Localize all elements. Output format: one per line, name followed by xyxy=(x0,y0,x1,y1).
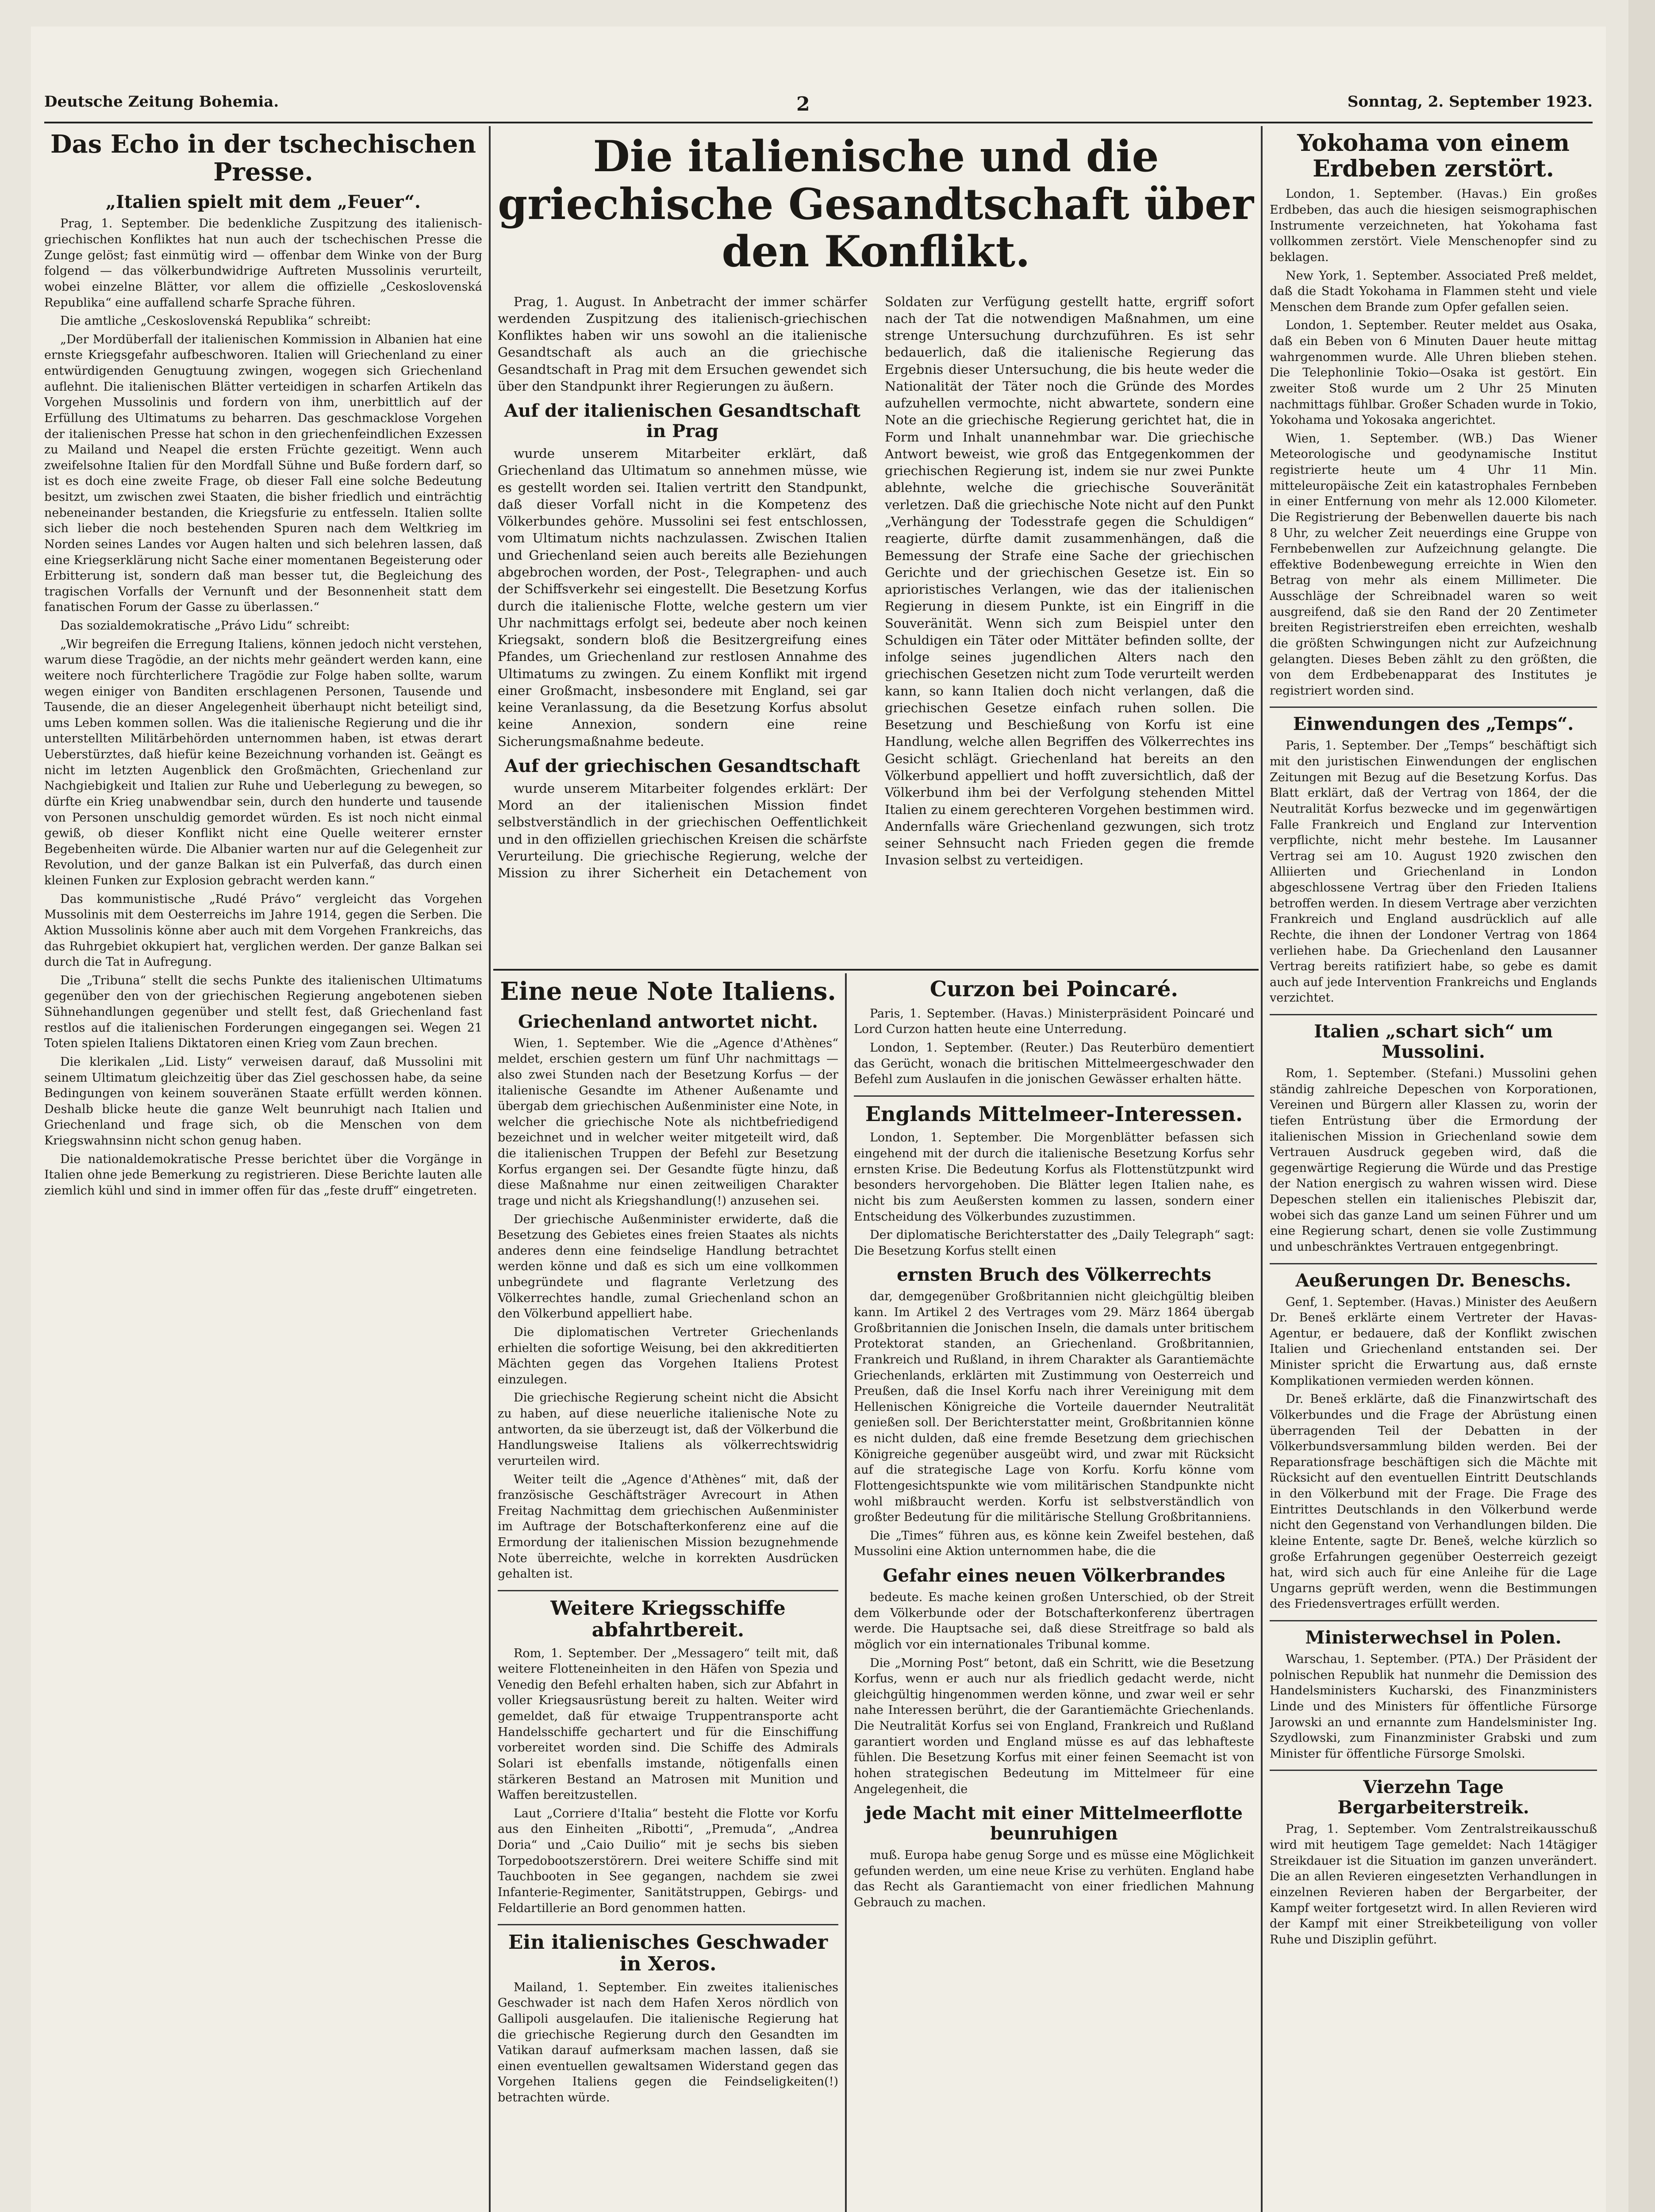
paragraph: wurde unserem Mitarbeiter erklärt, daß Griechenland das Ultimatum so annehmen müsse, wie es gestellt worden sei. Italien vertritt den Standpunkt, daß dieser Vorfall nicht in die Kompetenz des Völkerbundes gehöre. Mussolini sei fest entschlossen, vom Ultimatum nichts nachzulassen. Zwischen Italien und Griechenland seien auch bereits alle Beziehungen abgebrochen worden, der Post-, Telegraphen- und auch der Schiffsverkehr sei eingestellt. Die Besetzung Korfus durch die italienische Flotte, welche gestern um vier Uhr nachmittags erfolgt sei, bedeute aber noch keinen Kriegsakt, sondern bloß die Besitzergreifung eines Pfandes, um Griechenland zur restlosen Annahme des Ultimatums zu zwingen. Zu einem Konflikt mit irgend einer Großmacht, insbesondere mit England, sei gar keine Veranlassung, da die Besetzung Korfus absolut keine Annexion, sondern eine reine Sicherungsmaßnahme bedeute. xyxy=(498,446,867,749)
paragraph: „Der Mordüberfall der italienischen Kommission in Albanien hat eine ernste Kriegsgefahr aufbeschworen. Italien will Griechenland zu einer entwürdigenden Genugtuung zwingen, wogegen sich Griechenland auflehnt. Die italienischen Blätter verteidigen in scharfen Artikeln das Vorgehen Mussolinis und fordern von ihm, unerbittlich auf der Erfüllung des Ultimatums zu beharren. Das geschmacklose Vorgehen der italienischen Presse hat schon in den griechenfeindlichen Exzessen zu Mailand und Neapel die ersten Früchte gezeitigt. Wenn auch zweifelsohne Italien für den Mordfall Sühne und Buße fordern darf, so ist es doch eine zweite Frage, ob dieser Fall eine solche Bedeutung besitzt, um zwischen zwei Staaten, die bisher friedlich und einträchtig nebeneinander bestanden, die Kriegsfurie zu entfesseln. Italien sollte sich lieber die noch bestehenden Spuren nach dem Weltkrieg im Norden seines Landes vor Augen halten und sich belehren lassen, daß eine Kriegserklärung nicht Sache einer momentanen Begeisterung oder Erbitterung ist, sondern daß man besser tut, die Begleichung des tragischen Vorfalls der Vernunft und der Besonnenheit statt dem fanatischen Forum der Gasse zu überlassen.“ xyxy=(44,332,482,614)
separator xyxy=(1270,1620,1597,1621)
article-title: Ministerwechsel in Polen. xyxy=(1305,1627,1562,1648)
scan-edge xyxy=(1628,0,1655,2212)
paper-name: Deutsche Zeitung Bohemia. xyxy=(44,93,279,111)
paragraph: Prag, 1. September. Die bedenkliche Zuspitzung des italienisch-griechischen Konfliktes hat nun auch der tschechischen Presse die Zunge gelöst; fast einmütig wird — offenbar dem Winke von der Burg folgend — das völkerbundwidrige Auftreten Mussolinis verurteilt, wobei einzelne Blätter, vor allem die offizielle „Ceskoslovenská Republika“ eine auffallend scharfe Sprache führen. xyxy=(44,217,482,310)
article-title: Italien „schart sich“ um Mussolini. xyxy=(1314,1021,1553,1063)
article-title: Eine neue Note Italiens. xyxy=(500,978,836,1006)
paragraph: Die „Morning Post“ betont, daß ein Schritt, wie die Besetzung Korfus, wenn er auch nur als friedlich gedacht werde, nicht gleichgültig hingenommen werden könne, und zwar weil er sehr nahe Interessen berührt, die der Garantiemächte Griechenlands. Die Neutralität Korfus sei von England, Frankreich und Rußland garantiert worden und England müsse es auf das lebhafteste fühlen. Die Besetzung Korfus mit einer feinen Seemacht ist von hohen strategischen Bedeutung im Mittelmeer für eine Angelegenheit, die xyxy=(854,1656,1254,1796)
article-subtitle: Griechenland antwortet nicht. xyxy=(518,1011,818,1032)
paragraph: Mailand, 1. September. Ein zweites italienisches Geschwader ist nach dem Hafen Xeros nördlich von Gallipoli ausgelaufen. Die italienische Regierung hat die griechische Regierung durch den Gesandten im Vatikan darauf aufmerksam machen lassen, daß sie einen eventuellen gewaltsamen Widerstand gegen das Vorgehen Italiens gegen die Feindseligkeiten(!) betrachten würde. xyxy=(498,1980,838,2105)
column-3 xyxy=(854,978,1254,2212)
article-title: Englands Mittelmeer-Interessen. xyxy=(865,1102,1243,1126)
paragraph: Der griechische Außenminister erwiderte, daß die Besetzung des Gebietes eines freien Staates als nichts anderes denn eine feindselige Handlung betrachtet werden könne und daß es sich um eine vollkommen unbegründete und flagrante Verletzung des Völkerrechtes handle, zumal Griechenland schon an den Völkerbund appelliert habe. xyxy=(498,1212,838,1321)
article-title: Yokohama von einem Erdbeben zerstört. xyxy=(1297,131,1570,183)
paragraph: muß. Europa habe genug Sorge und es müsse eine Möglichkeit gefunden werden, um eine neue Krise zu verhüten. England habe das Recht als Garantiemacht von einer friedlichen Mahnung Gebrauch zu machen. xyxy=(854,1848,1254,1910)
paragraph: dar, demgegenüber Großbritannien nicht gleichgültig bleiben kann. Im Artikel 2 des Vertrages vom 29. März 1864 übergab Großbritannien die Jonischen Inseln, die damals unter britischem Protektorat standen, an Griechenland. Großbritannien, Frankreich und Rußland, in ihrem Charakter als Garantiemächte Griechenlands, erklärten mit Zustimmung von Oesterreich und Preußen, daß die Insel Korfu nach ihrer Vereinigung mit dem Hellenischen Königreiche die Vorteile dauernder Neutralität genießen soll. Der Berichterstatter meint, Großbritannien könne es nicht dulden, daß eine fremde Besetzung dem griechischen Königreiche gegenüber ausgeübt wird, und zwar mit Rücksicht auf die strategische Lage von Korfu. Korfu könne vom Flottengesichtspunkte wie vom militärischen Standpunkte nicht wohl mißbraucht werden. Korfu ist selbstverständlich von großter Bedeutung für die militärische Stellung Großbritanniens. xyxy=(854,1290,1254,1525)
paragraph: Rom, 1. September. Der „Messagero“ teilt mit, daß weitere Flotteneinheiten in den Häfen von Spezia und Venedig den Befehl erhalten haben, sich zur Abfahrt in voller Kriegsausrüstung bereit zu halten. Weiter wird gemeldet, daß für etwaige Truppentransporte acht Handelsschiffe gechartert und für die Einschiffung vorbereitet worden sind. Die Schiffe des Admirals Solari ist ebenfalls imstande, nötigenfalls einen stärkeren Bestand an Matrosen mit Munition und Waffen bereitzustellen. xyxy=(498,1646,838,1802)
separator xyxy=(498,1924,838,1925)
paragraph: Prag, 1. August. In Anbetracht der immer schärfer werdenden Zuspitzung des italienisch-griechischen Konfliktes haben wir uns sowohl an die italienische Gesandtschaft als auch an die griechische Gesandtschaft in Prag mit dem Ersuchen gewendet sich über den Standpunkt ihrer Regierungen zu äußern. xyxy=(498,294,867,394)
column-rule xyxy=(489,126,491,2212)
paragraph: Das kommunistische „Rudé Právo“ vergleicht das Vorgehen Mussolinis mit dem Oesterreichs im Jahre 1914, gegen die Serben. Die Aktion Mussolinis könne aber auch mit dem Vorgehen Frankreichs, das das Ruhrgebiet okkupiert hat, verglichen werden. Der ganze Balkan sei durch die Tat in Aufregung. xyxy=(44,892,482,969)
masthead xyxy=(44,93,1593,124)
center-article xyxy=(498,133,1254,964)
column-2 xyxy=(498,978,838,2212)
issue-date: Sonntag, 2. September 1923. xyxy=(1347,93,1593,111)
separator xyxy=(854,1095,1254,1097)
paragraph: Paris, 1. September. Der „Temps“ beschäftigt sich mit den juristischen Einwendungen der englischen Zeitungen mit Bezug auf die Besetzung Korfus. Das Blatt erklärt, daß der Vertrag von 1864, der die Neutralität Korfus bezwecke und im gegenwärtigen Falle Frankreich und England zur Intervention verpflichte, nicht mehr bestehe. Im Lausanner Vertrag sei am 10. August 1920 zwischen den Alliierten und Griechenland in London abgeschlossene Vertrag über den Frieden Italiens betroffen werden. In diesem Vertrage aber verzichten Frankreich und England ausdrücklich auf alle Rechte, die ihnen der Londoner Vertrag von 1864 verliehen habe. Da Griechenland den Lausanner Vertrag bereits ratifiziert habe, so gebe es damit auch auf jede Intervention Frankreichs und Englands verzichtet. xyxy=(1270,739,1597,1005)
paragraph: Die diplomatischen Vertreter Griechenlands erhielten die sofortige Weisung, bei den akkreditierten Mächten gegen das Vorgehen Italiens Protest einzulegen. xyxy=(498,1325,838,1386)
section-heading: jede Macht mit einer Mittelmeerflotte beunruhigen xyxy=(865,1803,1243,1844)
paragraph: „Wir begreifen die Erregung Italiens, können jedoch nicht verstehen, warum diese Tragödie, an der nichts mehr geändert werden kann, eine weitere noch fürchterlichere Tragödie zur Folge haben sollte, warum wegen einiger von Banditen erschlagenen Personen, Tausende und Tausende, die an dieser Angelegenheit überhaupt nicht beteiligt sind, ums Leben kommen sollen. Was die italienische Regierung und die ihr unterstellten Militärbehörden unternommen haben, ist etwas derart Ueberstürztes, daß hiefür keine Bezeichnung vorhanden ist. Geängt es nicht im letzten Augenblick den Großmächten, Griechenland zur Nachgiebigkeit und Italien zur Ruhe und Ueberlegung zu bewegen, so dürfte ein Krieg unabwendbar sein, durch den hunderte und tausende von Personen unschuldig gemordet würden. Es ist noch nicht einmal gewiß, ob dieser Konflikt nicht eine Quelle weiterer ernster Begebenheiten würde. Die Albanier warten nur auf die Gelegenheit zur Revolution, und der ganze Balkan ist ein Pulverfaß, das durch einen kleinen Funken zur Explosion gebracht werden kann.“ xyxy=(44,637,482,888)
article-title: Weitere Kriegsschiffe abfahrtbereit. xyxy=(550,1597,786,1642)
paragraph: Genf, 1. September. (Havas.) Minister des Aeußern Dr. Beneš erklärte einem Vertreter der Havas-Agentur, er bedauere, daß der Konflikt zwischen Italien und Griechenland entstanden sei. Der Minister spricht die Erwartung aus, daß ernste Komplikationen vermieden werden können. xyxy=(1270,1295,1597,1388)
paragraph: London, 1. September. (Reuter.) Das Reuterbüro dementiert das Gerücht, wonach die britischen Mittelmeergeschwader den Befehl zum Auslaufen in die jonischen Gewässer erhalten hätte. xyxy=(854,1041,1254,1087)
article-title: Vierzehn Tage Bergarbeiterstreik. xyxy=(1337,1777,1529,1818)
article-title: Curzon bei Poincaré. xyxy=(929,978,1179,1002)
paragraph: London, 1. September. Reuter meldet aus Osaka, daß ein Beben von 6 Minuten Dauer heute mittag wahrgenommen wurde. Alle Uhren blieben stehen. Die Telephonlinie Tokio—Osaka ist gestört. Ein zweiter Stoß wurde um 2 Uhr 25 Minuten nachmittags fühlbar. Großer Schaden wurde in Tokio, Yokohama und Yokosaka angerichtet. xyxy=(1270,319,1597,427)
paragraph: Dr. Beneš erklärte, daß die Finanzwirtschaft des Völkerbundes und die Frage der Abrüstung einen überragenden Teil der Debatten in der Völkerbundsversammlung bilden werden. Bei der Reparationsfrage beschäftigen sich die Mächte mit Rücksicht auf den eventuellen Eintritt Deutschlands in den Völkerbund mit der Frage. Die Frage des Eintrittes Deutschlands in den Völkerbund werde nicht den Gegenstand von Verhandlungen bilden. Die kleine Entente, sagte Dr. Beneš, welche kürzlich so große Erfahrungen gegenüber Oesterreich gezeigt hat, wird sich auch für eine Anleihe für die Lage Ungarns geprüft werden, wenn die Bestimmungen des Friedensvertrages erfüllt werden. xyxy=(1270,1392,1597,1611)
column-4 xyxy=(1270,131,1597,2212)
paragraph: London, 1. September. Die Morgenblätter befassen sich eingehend mit der durch die italienische Besetzung Korfus sehr ernsten Krise. Die Bedeutung Korfus als Flottenstützpunkt wird besonders hervorgehoben. Die Blätter legen Italien nahe, es nicht bis zum Aeußersten kommen zu lassen, sondern einer Entscheidung des Völkerbundes zuzustimmen. xyxy=(854,1131,1254,1224)
paragraph: Weiter teilt die „Agence d'Athènes“ mit, daß der französische Geschäftsträger Avrecourt in Athen Freitag Nachmittag dem griechischen Außenminister im Auftrage der Botschafterkonferenz eine auf die Ermordung der italienischen Mission bezugnehmende Note überreichte, welche in korrekten Ausdrücken gehalten ist. xyxy=(498,1472,838,1581)
paragraph: Wien, 1. September. (WB.) Das Wiener Meteorologische und geodynamische Institut registrierte heute um 4 Uhr 11 Min. mitteleuropäische Zeit ein katastrophales Fernbeben in einer Entfernung von mehr als 12.000 Kilometer. Die Registrierung der Bebenwellen dauerte bis nach 8 Uhr, zu welcher Zeit neuerdings eine Gruppe von Fernbebenwellen zur Aufzeichnung gelangte. Die effektive Bodenbewegung erreichte in Wien den Betrag von mehr als einem Millimeter. Die Ausschläge der Schreibnadel waren so weit ausgreifend, daß sie den Rand der 20 Zentimeter breiten Registrierstreifen eben erreichten, weshalb die größten Schwingungen nicht zur Aufzeichnung gelangten. Dieses Beben zählt zu den größten, die von dem Erdbebenapparat des Institutes je registriert worden sind. xyxy=(1270,431,1597,698)
section-heading: Gefahr eines neuen Völkerbrandes xyxy=(883,1565,1225,1586)
center-article-body xyxy=(498,293,1254,882)
paragraph: Warschau, 1. September. (PTA.) Der Präsident der polnischen Republik hat nunmehr die Demission des Handelsministers Kucharski, des Finanzministers Linde und des Ministers für öffentliche Fürsorge Jarowski an und ernannte zum Handelsminister Ing. Szydlowski, zum Finanzminister Grabski und zum Minister für öffentliche Fürsorge Smolski. xyxy=(1270,1652,1597,1761)
paragraph: Die „Times“ führen aus, es könne kein Zweifel bestehen, daß Mussolini eine Aktion unternommen habe, die die xyxy=(854,1528,1254,1559)
column-1 xyxy=(44,131,482,2212)
article-title: Das Echo in der tschechischen Presse. xyxy=(50,131,476,187)
article-subtitle: „Italien spielt mit dem „Feuer“. xyxy=(106,192,421,213)
separator xyxy=(1270,1770,1597,1771)
separator xyxy=(1270,1014,1597,1015)
separator xyxy=(1270,707,1597,708)
paragraph: Paris, 1. September. (Havas.) Ministerpräsident Poincaré und Lord Curzon hatten heute eine Unterredung. xyxy=(854,1006,1254,1037)
article-title: Ein italienisches Geschwader in Xeros. xyxy=(508,1931,828,1976)
paragraph: Die nationaldemokratische Presse berichtet über die Vorgänge in Italien ohne jede Bemerkung zu registrieren. Diese Berichte lauten alle ziemlich kühl und sind in immer offen für das „feste druff“ eingetreten. xyxy=(44,1152,482,1198)
main-headline: Die italienische und die griechische Gesandtschaft über den Konflikt. xyxy=(498,133,1254,277)
paragraph: Die „Tribuna“ stellt die sechs Punkte des italienischen Ultimatums gegenüber den von der griechischen Regierung angebotenen sieben Sühnehandlungen gegenüber und stellt fest, daß Griechenland fast restlos auf die italienischen Forderungen eingegangen sei. Wegen 21 Toten spielen Italiens Diktatoren einen Krieg vom Zaun brechen. xyxy=(44,973,482,1051)
paragraph: Der diplomatische Berichterstatter des „Daily Telegraph“ sagt: Die Besetzung Korfus stellt einen xyxy=(854,1228,1254,1258)
paragraph: Prag, 1. September. Vom Zentralstreikausschuß wird mit heutigem Tage gemeldet: Nach 14tägiger Streikdauer ist die Situation im ganzen unverändert. Die an allen Revieren eingesetzten Verhandlungen in einzelnen Revieren haben der Bergarbeiter, der Kampf weiter fortgesetzt wird. In allen Revieren wird der Kampf mit einer Streikbeteiligung von voller Ruhe und Disziplin geführt. xyxy=(1270,1822,1597,1947)
separator xyxy=(498,1590,838,1591)
section-rule xyxy=(493,969,1259,971)
newspaper-page xyxy=(31,27,1606,2212)
paragraph: Die amtliche „Ceskoslovenská Republika“ schreibt: xyxy=(60,314,371,328)
paragraph: New York, 1. September. Associated Preß meldet, daß die Stadt Yokohama in Flammen steht und viele Menschen dem Brande zum Opfer gefallen seien. xyxy=(1270,269,1597,314)
section-heading: Auf der griechischen Gesandtschaft xyxy=(504,755,860,776)
column-rule xyxy=(1261,126,1263,2212)
section-heading: ernsten Bruch des Völkerrechts xyxy=(897,1264,1211,1286)
paragraph: Das sozialdemokratische „Právo Lidu“ schreibt: xyxy=(60,619,350,633)
paragraph: Die griechische Regierung scheint nicht die Absicht zu haben, auf diese neuerliche italienische Note zu antworten, da sie überzeugt ist, daß der Völkerbund die Handlungsweise Italiens als völkerrechtswidrig verurteilen wird. xyxy=(498,1391,838,1468)
paragraph: Rom, 1. September. (Stefani.) Mussolini gehen ständig zahlreiche Depeschen von Korporationen, Vereinen und Bürgern aller Klassen zu, worin der tiefen Entrüstung über die Ermordung der italienischen Mission in Griechenland sowie dem Vertrauen Ausdruck gegeben wird, daß die gegenwärtige Regierung die Würde und das Prestige der Nation energisch zu wahren wissen wird. Diese Depeschen stellen ein italienisches Plebiszit dar, wobei sich das ganze Land um seinen Führer und um eine Regierung schart, denen sie volle Zustimmung und unbeschränktes Vertrauen entgegenbringt. xyxy=(1270,1067,1597,1254)
paragraph: Die klerikalen „Lid. Listy“ verweisen darauf, daß Mussolini mit seinem Ultimatum gleichzeitig über das Ziel geschossen habe, da seine Bedingungen von keinem souveränen Staate erfüllt werden können. Deshalb blicke heute die ganze Welt beunruhigt nach Italien und Griechenland und frage sich, ob die Menschen von dem Kriegswahnsinn nicht schon genug haben. xyxy=(44,1055,482,1148)
separator xyxy=(1270,1263,1597,1264)
article-title: Einwendungen des „Temps“. xyxy=(1293,714,1574,735)
column-rule xyxy=(845,973,847,2212)
paragraph: bedeute. Es mache keinen großen Unterschied, ob der Streit dem Völkerbunde oder der Botschafterkonferenz übertragen werde. Die Hauptsache sei, daß diese Streitfrage so bald als möglich vor ein internationales Tribunal komme. xyxy=(854,1590,1254,1651)
paragraph: wurde unserem Mitarbeiter folgendes erklärt: Der Mord an der italienischen Mission findet selbstverständlich in der griechischen Oeffentlichkeit und in den offiziellen griechischen Kreisen die schärfste Verurteilung. Die griechische Regierung, welche der Mission zu ihrer Sicherheit ein Detachement von Soldaten zur Verfügung gestellt hatte, ergriff sofort nach der Tat die notwendigen Maßnahmen, um eine strenge Untersuchung durchzuführen. Es ist sehr bedauerlich, daß die italienische Regierung das Ergebnis dieser Untersuchung, die bis heute weder die Nationalität der Täter noch die Gründe des Mordes aufzuhellen vermochte, nicht abwartete, sondern eine Note an die griechische Regierung gerichtet hat, die in Form und Inhalt unannehmbar war. Die griechische Antwort beweist, wie groß das Entgegenkommen der griechischen Regierung ist, indem sie nur zwei Punkte ablehnte, welche die griechische Souveränität verletzen. Daß die griechische Note nicht auf den Punkt „Verhängung der Todesstrafe gegen die Schuldigen“ reagierte, dürfte damit zusammenhängen, daß die Bemessung der Strafe eine Sache der griechischen Gerichte und der griechischen Gesetze ist. Ein so aprioristisches Verlangen, wie das der italienischen Regierung in diesem Punkte, ist ein Eingriff in die Souveränität. Wenn sich zum Beispiel unter den Schuldigen ein Täter oder Mittäter befinden sollte, der infolge seines jugendlichen Alters nach den griechischen Gesetzen nicht zum Tode verurteilt werden kann, so kann Italien doch nicht verlangen, daß die griechischen Gesetze einfach ruhen sollen. Die Besetzung und Beschießung von Korfu ist eine Handlung, welche allen Begriffen des Völkerrechtes ins Gesicht schlägt. Griechenland hat bereits an den Völkerbund appelliert und hofft zuversichtlich, daß der Völkerbund ihm bei der Verfolgung stehenden Mittel Italien zu einem gerechteren Vorgehen bestimmen wird. Andernfalls wäre Griechenland gezwungen, sich trotz seiner Sehnsucht nach Frieden gegen die fremde Invasion selbst zu verteidigen. xyxy=(498,294,1254,881)
page-number: 2 xyxy=(796,93,810,115)
article-title: Aeußerungen Dr. Beneschs. xyxy=(1295,1270,1571,1291)
section-heading: Auf der italienischen Gesandtschaft in Prag xyxy=(504,400,860,442)
paragraph: Laut „Corriere d'Italia“ besteht die Flotte vor Korfu aus den Einheiten „Ribotti“, „Premuda“, „Andrea Doria“ und „Caio Duilio“ mit je sechs bis sieben Torpedobootszerstörern. Drei weitere Schiffe sind mit Tauchbooten in See gegangen, nachdem sie zwei Infanterie-Regimenter, Sanitätstruppen, Gebirgs- und Feldartillerie an Bord genommen hatten. xyxy=(498,1806,838,1915)
paragraph: Wien, 1. September. Wie die „Agence d'Athènes“ meldet, erschien gestern um fünf Uhr nachmittags — also zwei Stunden nach der Besetzung Korfus — der italienische Gesandte im Athener Außenamte und übergab dem griechischen Außenminister eine Note, in welcher die griechische Note als nichtbefriedigend bezeichnet und in welcher weiter mitgeteilt wird, daß die italienischen Truppen der Befehl zur Besetzung Korfus ergangen sei. Der Gesandte fügte hinzu, daß diese Maßnahme nur einen zeitweiligen Charakter trage und nicht als Kriegshandlung(!) anzusehen sei. xyxy=(498,1036,838,1208)
masthead-rule xyxy=(44,122,1593,123)
paragraph: London, 1. September. (Havas.) Ein großes Erdbeben, das auch die hiesigen seismographischen Instrumente verzeichneten, hat Yokohama fast vollkommen zerstört. Viele Menschenopfer sind zu beklagen. xyxy=(1270,187,1597,264)
